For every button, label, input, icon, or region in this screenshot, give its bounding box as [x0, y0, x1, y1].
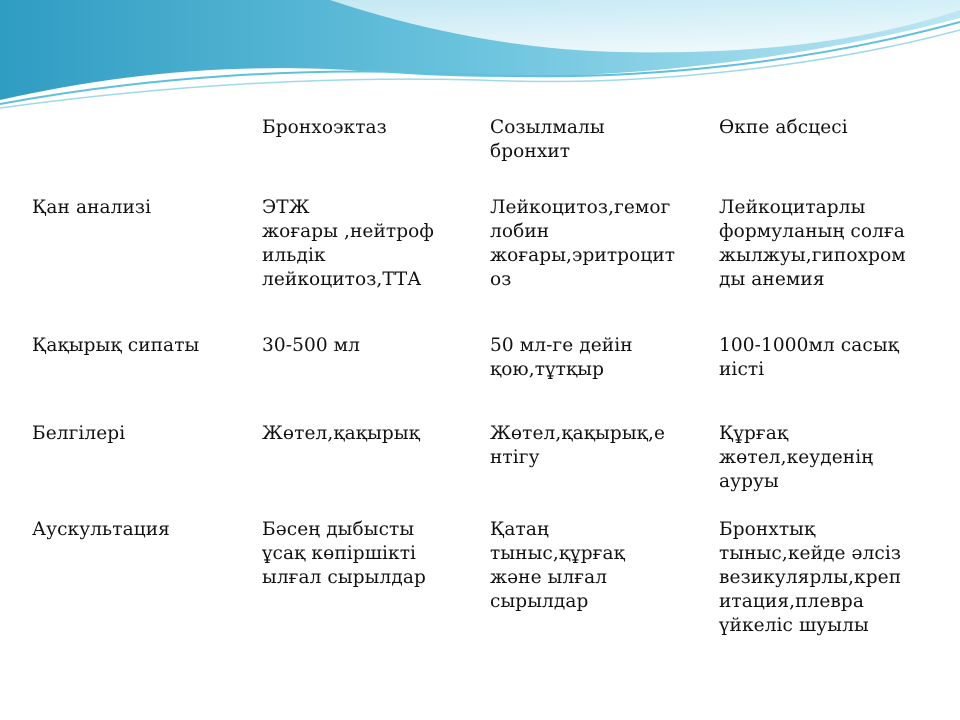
table-cell: Лейкоцитарлы формуланың солға жылжуы,гипохром ды анемия [719, 197, 906, 290]
row-label-symptoms: Белгілері [32, 423, 126, 444]
table-cell: Жөтел,қақырық [262, 423, 420, 444]
row-label-blood-analysis: Қан анализі [32, 197, 152, 218]
table-cell: Бронхтық тыныс,кейде әлсіз везикулярлы,креп итация,плевра үйкеліс шуылы [719, 519, 902, 636]
row-label-sputum: Қақырық сипаты [32, 335, 200, 356]
table-cell: 100-1000мл сасық иісті [719, 335, 899, 380]
table-cell: Лейкоцитоз,гемог лобин жоғары,эритроцит оз [490, 197, 676, 290]
table-cell: 30-500 мл [262, 335, 361, 356]
table-cell: Қатаң тыныс,құрғақ және ылғал сырылдар [490, 519, 625, 612]
table-cell: 50 мл-ге дейін қою,тұтқыр [490, 335, 633, 380]
table-cell: Бәсең дыбысты ұсақ көпіршікті ылғал сырылдар [262, 519, 426, 588]
table-cell: Жөтел,қақырық,е нтігу [490, 423, 666, 468]
header-lung-abscess: Өкпе абсцесі [719, 117, 848, 138]
header-chronic-bronchitis: Созылмалы бронхит [490, 117, 605, 162]
decorative-wave-banner [0, 0, 960, 120]
table-cell: Құрғақ жөтел,кеуденің ауруы [719, 423, 874, 492]
header-bronchiectasis: Бронхоэктаз [262, 117, 387, 138]
table-cell: ЭТЖ жоғары ,нейтроф ильдік лейкоцитоз,ТТА [262, 197, 435, 290]
row-label-auscultation: Аускультация [32, 519, 170, 540]
